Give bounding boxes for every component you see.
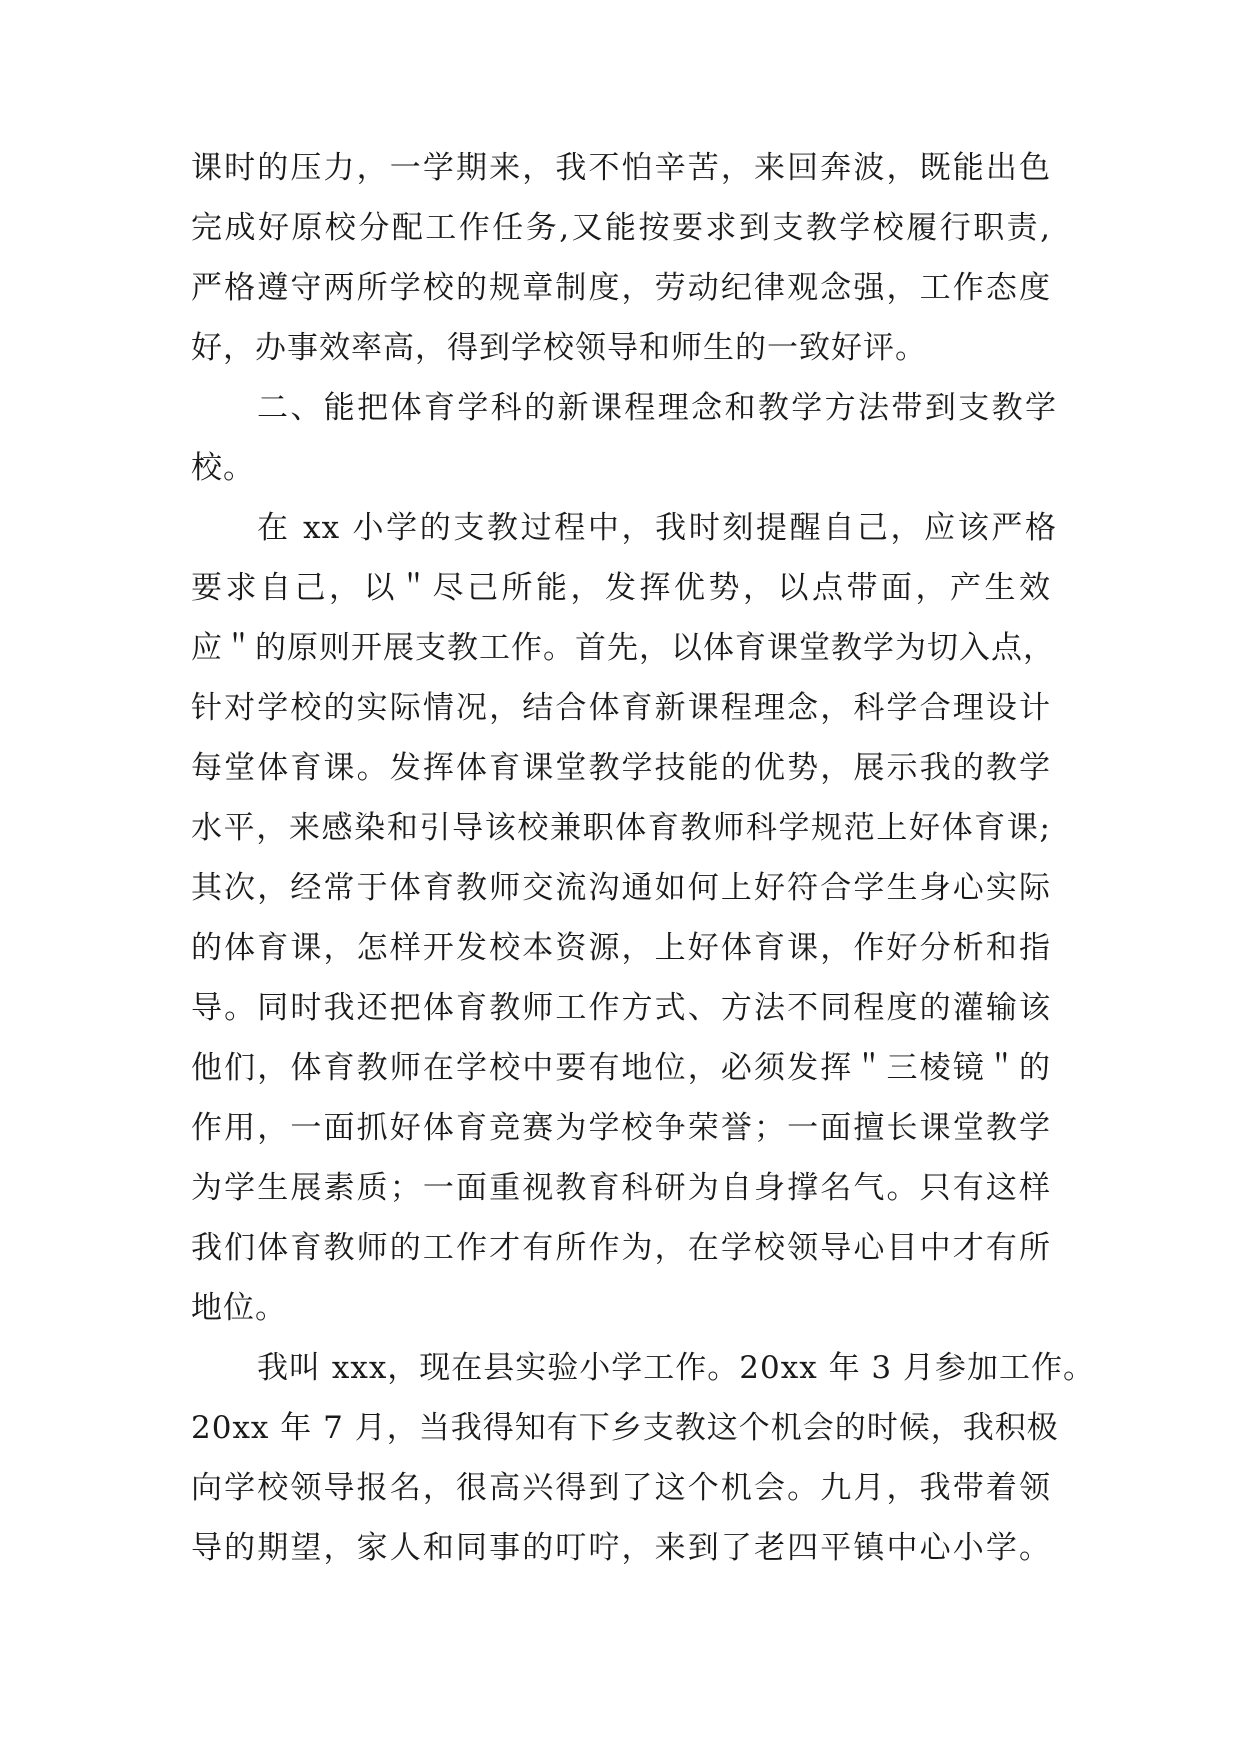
paragraph-line: 严格遵守两所学校的规章制度，劳动纪律观念强，工作态度 <box>191 270 1051 306</box>
paragraph-line: 完成好原校分配工作任务,又能按要求到支教学校履行职责, <box>191 210 1051 246</box>
paragraph-line: 其次，经常于体育教师交流沟通如何上好符合学生身心实际 <box>191 870 1051 906</box>
section-heading-line: 二、能把体育学科的新课程理念和教学方法带到支教学 <box>257 390 1057 426</box>
paragraph-line: 他们，体育教师在学校中要有地位，必须发挥＂三棱镜＂的 <box>191 1050 1051 1086</box>
paragraph-line: 地位。 <box>191 1290 287 1326</box>
paragraph-line: 导的期望，家人和同事的叮咛，来到了老四平镇中心小学。 <box>191 1530 1051 1566</box>
section-heading-line: 校。 <box>191 450 255 486</box>
paragraph-line: 导。同时我还把体育教师工作方式、方法不同程度的灌输该 <box>191 990 1051 1026</box>
paragraph-line: 好，办事效率高，得到学校领导和师生的一致好评。 <box>191 330 927 366</box>
paragraph-line: 在 xx 小学的支教过程中，我时刻提醒自己，应该严格 <box>257 510 1057 546</box>
paragraph-line: 的体育课，怎样开发校本资源，上好体育课，作好分析和指 <box>191 930 1051 966</box>
paragraph-line: 水平，来感染和引导该校兼职体育教师科学规范上好体育课; <box>191 810 1051 846</box>
paragraph-line: 向学校领导报名，很高兴得到了这个机会。九月，我带着领 <box>191 1470 1051 1506</box>
paragraph-line: 课时的压力，一学期来，我不怕辛苦，来回奔波，既能出色 <box>191 150 1051 186</box>
paragraph-line: 针对学校的实际情况，结合体育新课程理念，科学合理设计 <box>191 690 1051 726</box>
paragraph-line: 作用，一面抓好体育竞赛为学校争荣誉；一面擅长课堂教学 <box>191 1110 1051 1146</box>
paragraph-line: 为学生展素质；一面重视教育科研为自身撑名气。只有这样 <box>191 1170 1051 1206</box>
paragraph-line: 20xx 年 7 月，当我得知有下乡支教这个机会的时候，我积极 <box>191 1410 1059 1446</box>
paragraph-line: 应＂的原则开展支教工作。首先，以体育课堂教学为切入点， <box>191 630 1055 666</box>
paragraph-line: 要求自己，以＂尽己所能，发挥优势，以点带面，产生效 <box>191 570 1051 606</box>
paragraph-line: 每堂体育课。发挥体育课堂教学技能的优势，展示我的教学 <box>191 750 1051 786</box>
paragraph-line: 我叫 xxx，现在县实验小学工作。20xx 年 3 月参加工作。 <box>257 1350 1095 1386</box>
paragraph-line: 我们体育教师的工作才有所作为，在学校领导心目中才有所 <box>191 1230 1051 1266</box>
